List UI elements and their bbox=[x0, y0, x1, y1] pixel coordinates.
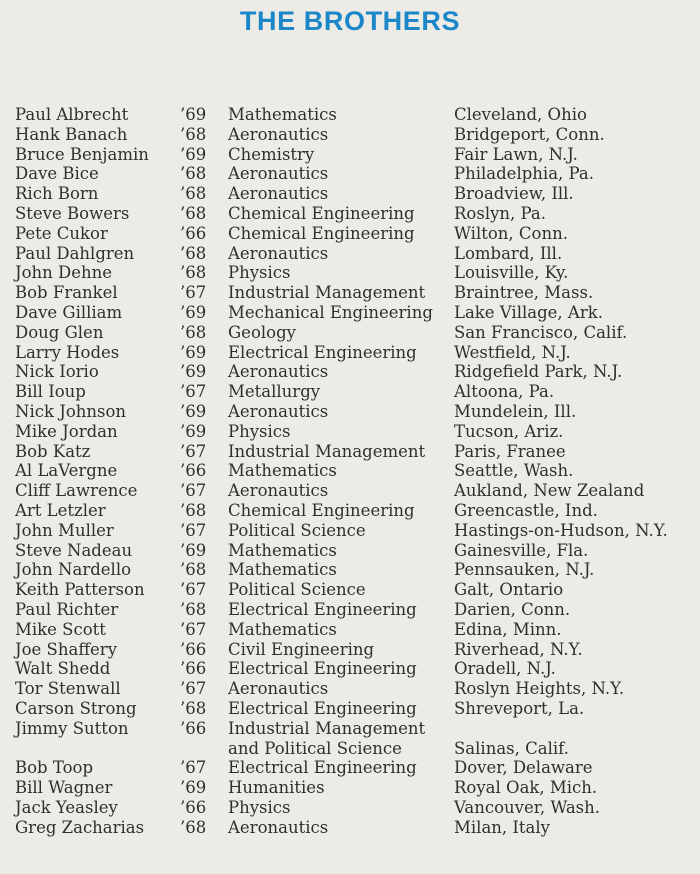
roster-row bbox=[15, 145, 700, 165]
brother-name: Steve Bowers bbox=[15, 203, 130, 223]
major: Mathematics bbox=[228, 619, 337, 639]
major: Electrical Engineering bbox=[228, 758, 417, 778]
roster-row bbox=[15, 263, 700, 283]
brother-name: Cliff Lawrence bbox=[15, 481, 138, 501]
brother-name: Bill Wagner bbox=[15, 778, 113, 798]
hometown: Salinas, Calif. bbox=[454, 738, 569, 758]
brother-name: Mike Scott bbox=[15, 619, 106, 639]
class-year: ’67 bbox=[180, 481, 207, 501]
brother-name: Tor Stenwall bbox=[15, 679, 121, 699]
roster-row bbox=[15, 679, 700, 699]
major: Aeronautics bbox=[228, 817, 329, 837]
roster-row bbox=[15, 620, 700, 640]
major: Mathematics bbox=[228, 461, 337, 481]
class-year: ’68 bbox=[180, 243, 207, 263]
hometown: Galt, Ontario bbox=[454, 580, 564, 600]
hometown: Aukland, New Zealand bbox=[454, 481, 645, 501]
hometown: Tucson, Ariz. bbox=[454, 421, 564, 441]
major: Political Science bbox=[228, 520, 366, 540]
hometown: Roslyn, Pa. bbox=[454, 203, 546, 223]
roster-row bbox=[15, 422, 700, 442]
page-title: THE BROTHERS bbox=[239, 6, 461, 36]
class-year: ’66 bbox=[180, 223, 207, 243]
major: Mathematics bbox=[228, 560, 337, 580]
roster-row bbox=[15, 699, 700, 719]
class-year: ’68 bbox=[180, 817, 207, 837]
brother-name: Larry Hodes bbox=[15, 342, 120, 362]
class-year: ’69 bbox=[180, 540, 207, 560]
major: Electrical Engineering bbox=[228, 342, 417, 362]
major: Mechanical Engineering bbox=[228, 302, 433, 322]
class-year: ’69 bbox=[180, 401, 207, 421]
major: Chemical Engineering bbox=[228, 203, 415, 223]
major: Metallurgy bbox=[228, 382, 321, 402]
hometown: Darien, Conn. bbox=[454, 599, 571, 619]
hometown: Braintree, Mass. bbox=[454, 283, 594, 303]
hometown: Oradell, N.J. bbox=[454, 659, 556, 679]
brother-name: Bob Frankel bbox=[15, 283, 118, 303]
class-year: ’67 bbox=[180, 580, 207, 600]
roster-row bbox=[15, 343, 700, 363]
major: Physics bbox=[228, 421, 291, 441]
brother-name: Art Letzler bbox=[15, 500, 106, 520]
roster-row bbox=[15, 362, 700, 382]
major: Humanities bbox=[228, 778, 325, 798]
class-year: ’66 bbox=[180, 639, 207, 659]
major: Electrical Engineering bbox=[228, 659, 417, 679]
class-year: ’66 bbox=[180, 718, 207, 738]
hometown: Ridgefield Park, N.J. bbox=[454, 362, 623, 382]
class-year: ’68 bbox=[180, 263, 207, 283]
hometown: Gainesville, Fla. bbox=[454, 540, 589, 560]
class-year: ’68 bbox=[180, 560, 207, 580]
hometown: Philadelphia, Pa. bbox=[454, 164, 594, 184]
major: Geology bbox=[228, 322, 296, 342]
major: Aeronautics bbox=[228, 481, 329, 501]
class-year: ’67 bbox=[180, 619, 207, 639]
class-year: ’68 bbox=[180, 698, 207, 718]
class-year: ’67 bbox=[180, 382, 207, 402]
class-year: ’69 bbox=[180, 362, 207, 382]
major: Aeronautics bbox=[228, 362, 329, 382]
roster-row bbox=[15, 303, 700, 323]
class-year: ’68 bbox=[180, 184, 207, 204]
hometown: Westfield, N.J. bbox=[454, 342, 571, 362]
major: Chemical Engineering bbox=[228, 500, 415, 520]
hometown: San Francisco, Calif. bbox=[454, 322, 628, 342]
class-year: ’66 bbox=[180, 797, 207, 817]
brother-name: Dave Gilliam bbox=[15, 302, 123, 322]
roster-row bbox=[15, 283, 700, 303]
roster-row bbox=[15, 798, 700, 818]
hometown: Pennsauken, N.J. bbox=[454, 560, 595, 580]
brother-name: Al LaVergne bbox=[15, 461, 118, 481]
major: Physics bbox=[228, 797, 291, 817]
roster-row bbox=[15, 560, 700, 580]
class-year: ’69 bbox=[180, 302, 207, 322]
class-year: ’66 bbox=[180, 659, 207, 679]
hometown: Broadview, Ill. bbox=[454, 184, 574, 204]
major: Physics bbox=[228, 263, 291, 283]
class-year: ’67 bbox=[180, 441, 207, 461]
roster-row bbox=[15, 640, 700, 660]
major: Aeronautics bbox=[228, 679, 329, 699]
major: Aeronautics bbox=[228, 401, 329, 421]
brother-name: Jack Yeasley bbox=[15, 797, 118, 817]
major: Industrial Management and Political Science bbox=[228, 718, 426, 758]
class-year: ’66 bbox=[180, 461, 207, 481]
class-year: ’68 bbox=[180, 203, 207, 223]
roster-row bbox=[15, 461, 700, 481]
hometown: Altoona, Pa. bbox=[454, 382, 555, 402]
hometown: Fair Lawn, N.J. bbox=[454, 144, 578, 164]
brother-name: Greg Zacharias bbox=[15, 817, 145, 837]
major: Aeronautics bbox=[228, 184, 329, 204]
roster-row bbox=[15, 778, 700, 798]
roster-row bbox=[15, 323, 700, 343]
brother-name: John Nardello bbox=[15, 560, 132, 580]
major: Aeronautics bbox=[228, 243, 329, 263]
brother-name: Dave Bice bbox=[15, 164, 99, 184]
major: Electrical Engineering bbox=[228, 599, 417, 619]
roster-row bbox=[15, 541, 700, 561]
brother-name: Nick Johnson bbox=[15, 401, 127, 421]
roster-row bbox=[15, 125, 700, 145]
brother-name: Pete Cukor bbox=[15, 223, 108, 243]
roster-row bbox=[15, 244, 700, 264]
hometown: Lake Village, Ark. bbox=[454, 302, 603, 322]
roster-row bbox=[15, 600, 700, 620]
class-year: ’69 bbox=[180, 105, 207, 124]
hometown: Wilton, Conn. bbox=[454, 223, 568, 243]
brother-name: Walt Shedd bbox=[15, 659, 111, 679]
roster-row bbox=[15, 719, 700, 759]
major: Civil Engineering bbox=[228, 639, 375, 659]
brother-name: John Muller bbox=[15, 520, 114, 540]
major: Industrial Management bbox=[228, 441, 426, 461]
brother-name: Doug Glen bbox=[15, 322, 104, 342]
brother-name: John Dehne bbox=[15, 263, 113, 283]
class-year: ’68 bbox=[180, 500, 207, 520]
hometown: Shreveport, La. bbox=[454, 698, 585, 718]
brother-name: Jimmy Sutton bbox=[15, 718, 129, 738]
hometown: Edina, Minn. bbox=[454, 619, 562, 639]
major: Chemical Engineering bbox=[228, 223, 415, 243]
class-year: ’68 bbox=[180, 322, 207, 342]
roster-row bbox=[15, 580, 700, 600]
hometown: Louisville, Ky. bbox=[454, 263, 569, 283]
roster-row bbox=[15, 402, 700, 422]
roster-row bbox=[15, 758, 700, 778]
brother-name: Mike Jordan bbox=[15, 421, 118, 441]
hometown: Greencastle, Ind. bbox=[454, 500, 598, 520]
hometown: Bridgeport, Conn. bbox=[454, 124, 605, 144]
major: Aeronautics bbox=[228, 164, 329, 184]
hometown: Seattle, Wash. bbox=[454, 461, 574, 481]
roster-row bbox=[15, 521, 700, 541]
brother-name: Paul Albrecht bbox=[15, 105, 129, 124]
class-year: ’68 bbox=[180, 124, 207, 144]
roster-table bbox=[15, 105, 700, 837]
brother-name: Carson Strong bbox=[15, 698, 137, 718]
class-year: ’68 bbox=[180, 164, 207, 184]
roster-row bbox=[15, 184, 700, 204]
hometown: Hastings-on-Hudson, N.Y. bbox=[454, 520, 668, 540]
roster-row bbox=[15, 501, 700, 521]
brother-name: Bruce Benjamin bbox=[15, 144, 149, 164]
hometown: Riverhead, N.Y. bbox=[454, 639, 583, 659]
hometown: Vancouver, Wash. bbox=[454, 797, 601, 817]
class-year: ’69 bbox=[180, 778, 207, 798]
brother-name: Bill Ioup bbox=[15, 382, 86, 402]
brother-name: Bob Toop bbox=[15, 758, 94, 778]
class-year: ’67 bbox=[180, 679, 207, 699]
roster-row bbox=[15, 382, 700, 402]
hometown: Milan, Italy bbox=[454, 817, 550, 837]
class-year: ’67 bbox=[180, 283, 207, 303]
class-year: ’67 bbox=[180, 758, 207, 778]
class-year: ’69 bbox=[180, 144, 207, 164]
brother-name: Steve Nadeau bbox=[15, 540, 133, 560]
class-year: ’67 bbox=[180, 520, 207, 540]
roster-row bbox=[15, 659, 700, 679]
major: Electrical Engineering bbox=[228, 698, 417, 718]
roster-row bbox=[15, 224, 700, 244]
brother-name: Paul Richter bbox=[15, 599, 119, 619]
roster-row bbox=[15, 204, 700, 224]
major: Mathematics bbox=[228, 540, 337, 560]
major: Political Science bbox=[228, 580, 366, 600]
brother-name: Bob Katz bbox=[15, 441, 91, 461]
class-year: ’68 bbox=[180, 599, 207, 619]
hometown: Roslyn Heights, N.Y. bbox=[454, 679, 625, 699]
hometown: Paris, Franee bbox=[454, 441, 566, 461]
brother-name: Joe Shaffery bbox=[15, 639, 118, 659]
hometown: Dover, Delaware bbox=[454, 758, 593, 778]
hometown: Lombard, Ill. bbox=[454, 243, 563, 263]
class-year: ’69 bbox=[180, 342, 207, 362]
roster-row bbox=[15, 442, 700, 462]
roster-row bbox=[15, 105, 700, 125]
brother-name: Paul Dahlgren bbox=[15, 243, 135, 263]
major: Chemistry bbox=[228, 144, 315, 164]
brother-name: Hank Banach bbox=[15, 124, 128, 144]
brother-name: Keith Patterson bbox=[15, 580, 145, 600]
brother-name: Rich Born bbox=[15, 184, 99, 204]
hometown: Royal Oak, Mich. bbox=[454, 778, 598, 798]
major: Industrial Management bbox=[228, 283, 426, 303]
class-year: ’69 bbox=[180, 421, 207, 441]
major: Aeronautics bbox=[228, 124, 329, 144]
roster-row bbox=[15, 481, 700, 501]
roster-row bbox=[15, 818, 700, 838]
major: Mathematics bbox=[228, 105, 337, 124]
hometown: Cleveland, Ohio bbox=[454, 105, 587, 124]
hometown: Mundelein, Ill. bbox=[454, 401, 577, 421]
roster-row bbox=[15, 164, 700, 184]
brother-name: Nick Iorio bbox=[15, 362, 99, 382]
